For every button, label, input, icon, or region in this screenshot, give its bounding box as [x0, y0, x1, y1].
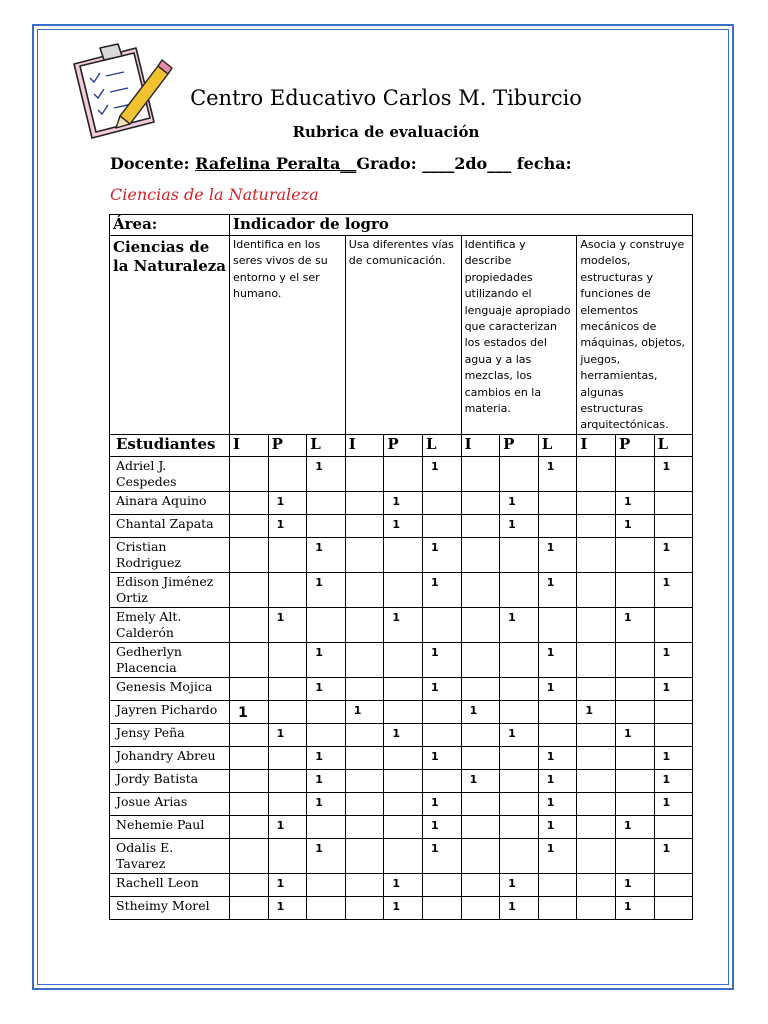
- mark-cell: 1: [538, 792, 577, 815]
- mark-cell: 1: [654, 642, 693, 677]
- indicator-label: Indicador de logro: [230, 215, 693, 236]
- teacher-grade-line: [110, 154, 572, 173]
- mark-cell: [345, 537, 384, 572]
- mark-cell: [500, 677, 539, 700]
- mark-cell: [654, 873, 693, 896]
- mark-cell: [461, 607, 500, 642]
- mark-cell: 1: [654, 572, 693, 607]
- mark-cell: [230, 456, 269, 491]
- mark-cell: [230, 537, 269, 572]
- mark-cell: [654, 607, 693, 642]
- table-row: [110, 792, 693, 815]
- mark-cell: [500, 700, 539, 723]
- mark-cell: 1: [500, 896, 539, 919]
- grade-label: Grado:: [356, 154, 417, 173]
- mark-cell: [384, 456, 423, 491]
- mark-cell: 1: [615, 896, 654, 919]
- mark-cell: [422, 607, 461, 642]
- mark-cell: [230, 491, 269, 514]
- level-header: I: [345, 434, 384, 456]
- mark-cell: [345, 815, 384, 838]
- level-header: P: [384, 434, 423, 456]
- table-row: [110, 815, 693, 838]
- mark-cell: [577, 677, 616, 700]
- mark-cell: [615, 642, 654, 677]
- mark-cell: [654, 723, 693, 746]
- mark-cell: 1: [307, 572, 346, 607]
- mark-cell: [345, 491, 384, 514]
- level-header: L: [654, 434, 693, 456]
- mark-cell: [230, 677, 269, 700]
- mark-cell: 1: [654, 677, 693, 700]
- mark-cell: [538, 873, 577, 896]
- mark-cell: 1: [538, 815, 577, 838]
- mark-cell: [268, 838, 307, 873]
- mark-cell: [384, 838, 423, 873]
- table-row: [110, 700, 693, 723]
- mark-cell: [577, 723, 616, 746]
- mark-cell: [461, 815, 500, 838]
- mark-cell: [461, 572, 500, 607]
- mark-cell: [384, 642, 423, 677]
- mark-cell: [307, 491, 346, 514]
- mark-cell: [384, 537, 423, 572]
- mark-cell: 1: [422, 642, 461, 677]
- mark-cell: [307, 896, 346, 919]
- mark-cell: [654, 896, 693, 919]
- mark-cell: [230, 572, 269, 607]
- mark-cell: [268, 572, 307, 607]
- mark-cell: [461, 746, 500, 769]
- mark-cell: 1: [654, 769, 693, 792]
- mark-cell: 1: [268, 723, 307, 746]
- table-row: [110, 723, 693, 746]
- indicator-2: Usa diferentes vías de comunicación.: [345, 236, 461, 435]
- mark-cell: [268, 677, 307, 700]
- student-name: Nehemie Paul: [110, 815, 230, 838]
- mark-cell: 1: [230, 700, 269, 723]
- mark-cell: [268, 792, 307, 815]
- mark-cell: [615, 838, 654, 873]
- mark-cell: [577, 838, 616, 873]
- student-name: Jayren Pichardo: [110, 700, 230, 723]
- subject-title: Ciencias de la Naturaleza: [110, 185, 319, 204]
- student-name: Cristian Rodriguez: [110, 537, 230, 572]
- mark-cell: 1: [615, 514, 654, 537]
- indicator-row: [110, 236, 693, 435]
- mark-cell: 1: [307, 537, 346, 572]
- mark-cell: [577, 607, 616, 642]
- school-name: Centro Educativo Carlos M. Tiburcio: [190, 86, 582, 110]
- mark-cell: 1: [384, 873, 423, 896]
- indicator-3: Identifica y describe propiedades utilizando el lenguaje apropiado que caracterizan los estados del agua y a las mezclas, los cambios en la materia.: [461, 236, 577, 435]
- mark-cell: [307, 700, 346, 723]
- mark-cell: [654, 700, 693, 723]
- mark-cell: [615, 700, 654, 723]
- mark-cell: [422, 491, 461, 514]
- area-name: Ciencias de la Naturaleza: [110, 236, 230, 435]
- level-header: I: [577, 434, 616, 456]
- mark-cell: [577, 642, 616, 677]
- mark-cell: [461, 491, 500, 514]
- mark-cell: [615, 537, 654, 572]
- mark-cell: [422, 514, 461, 537]
- mark-cell: [615, 456, 654, 491]
- mark-cell: [654, 514, 693, 537]
- mark-cell: 1: [268, 896, 307, 919]
- mark-cell: 1: [422, 456, 461, 491]
- student-name: Rachell Leon: [110, 873, 230, 896]
- mark-cell: 1: [268, 491, 307, 514]
- mark-cell: 1: [268, 873, 307, 896]
- mark-cell: [345, 792, 384, 815]
- date-label: fecha:: [516, 154, 572, 173]
- mark-cell: [461, 873, 500, 896]
- mark-cell: 1: [268, 815, 307, 838]
- mark-cell: [230, 746, 269, 769]
- mark-cell: [268, 537, 307, 572]
- mark-cell: [345, 677, 384, 700]
- mark-cell: [538, 723, 577, 746]
- table-row: [110, 838, 693, 873]
- mark-cell: 1: [500, 607, 539, 642]
- mark-cell: [577, 514, 616, 537]
- mark-cell: [500, 642, 539, 677]
- level-header: L: [307, 434, 346, 456]
- mark-cell: [230, 514, 269, 537]
- table-row: [110, 607, 693, 642]
- mark-cell: [345, 838, 384, 873]
- mark-cell: 1: [538, 838, 577, 873]
- table-row: [110, 642, 693, 677]
- mark-cell: 1: [654, 537, 693, 572]
- student-name: Jordy Batista: [110, 769, 230, 792]
- indicator-4: Asocia y construye modelos, estructuras y funciones de elementos mecánicos de máquinas, objetos, juegos, herramientas, algunas estructuras arquitectónicas.: [577, 236, 693, 435]
- student-name: Gedherlyn Placencia: [110, 642, 230, 677]
- students-label: Estudiantes: [110, 434, 230, 456]
- mark-cell: [345, 723, 384, 746]
- mark-cell: 1: [384, 491, 423, 514]
- mark-cell: [461, 723, 500, 746]
- mark-cell: 1: [268, 514, 307, 537]
- mark-cell: [307, 815, 346, 838]
- grade-value: ____2do___: [422, 154, 512, 173]
- mark-cell: [384, 700, 423, 723]
- level-header: P: [615, 434, 654, 456]
- mark-cell: [577, 815, 616, 838]
- mark-cell: [230, 838, 269, 873]
- level-header: P: [268, 434, 307, 456]
- mark-cell: [615, 572, 654, 607]
- mark-cell: [500, 815, 539, 838]
- mark-cell: [422, 700, 461, 723]
- mark-cell: 1: [654, 456, 693, 491]
- mark-cell: [577, 746, 616, 769]
- document-title: Rubrica de evaluación: [292, 123, 480, 141]
- student-name: Adriel J. Cespedes: [110, 456, 230, 491]
- mark-cell: 1: [307, 642, 346, 677]
- mark-cell: [230, 769, 269, 792]
- mark-cell: [461, 642, 500, 677]
- table-row: [110, 572, 693, 607]
- mark-cell: [230, 607, 269, 642]
- mark-cell: 1: [500, 514, 539, 537]
- table-row: [110, 537, 693, 572]
- mark-cell: 1: [461, 700, 500, 723]
- mark-cell: [345, 769, 384, 792]
- mark-cell: 1: [307, 792, 346, 815]
- mark-cell: [345, 572, 384, 607]
- table-row: [110, 873, 693, 896]
- mark-cell: 1: [500, 723, 539, 746]
- mark-cell: 1: [268, 607, 307, 642]
- mark-cell: [500, 456, 539, 491]
- mark-cell: 1: [615, 723, 654, 746]
- mark-cell: 1: [654, 746, 693, 769]
- teacher-label: Docente:: [110, 154, 190, 173]
- area-label: Área:: [110, 215, 230, 236]
- mark-cell: 1: [538, 537, 577, 572]
- mark-cell: [615, 677, 654, 700]
- mark-cell: 1: [538, 642, 577, 677]
- mark-cell: [654, 815, 693, 838]
- mark-cell: [384, 572, 423, 607]
- mark-cell: 1: [654, 792, 693, 815]
- student-name: Ainara Aquino: [110, 491, 230, 514]
- mark-cell: 1: [422, 572, 461, 607]
- mark-cell: [461, 537, 500, 572]
- mark-cell: 1: [538, 677, 577, 700]
- mark-cell: 1: [422, 537, 461, 572]
- teacher-name-fill: __: [340, 154, 357, 173]
- mark-cell: [538, 896, 577, 919]
- table-row: [110, 514, 693, 537]
- mark-cell: [384, 677, 423, 700]
- mark-cell: 1: [422, 677, 461, 700]
- level-header: L: [422, 434, 461, 456]
- mark-cell: 1: [500, 873, 539, 896]
- mark-cell: 1: [654, 838, 693, 873]
- mark-cell: [461, 514, 500, 537]
- mark-cell: [538, 607, 577, 642]
- mark-cell: [230, 792, 269, 815]
- mark-cell: [615, 746, 654, 769]
- mark-cell: [230, 642, 269, 677]
- mark-cell: 1: [615, 873, 654, 896]
- mark-cell: 1: [307, 769, 346, 792]
- mark-cell: 1: [384, 723, 423, 746]
- mark-cell: [307, 514, 346, 537]
- mark-cell: [384, 815, 423, 838]
- mark-cell: [345, 607, 384, 642]
- mark-cell: [307, 873, 346, 896]
- mark-cell: [384, 746, 423, 769]
- mark-cell: 1: [307, 456, 346, 491]
- mark-cell: [461, 677, 500, 700]
- student-name: Edison Jiménez Ortiz: [110, 572, 230, 607]
- mark-cell: [345, 746, 384, 769]
- mark-cell: [230, 896, 269, 919]
- table-row: [110, 746, 693, 769]
- mark-cell: 1: [461, 769, 500, 792]
- mark-cell: [345, 873, 384, 896]
- level-header: L: [538, 434, 577, 456]
- mark-cell: [500, 838, 539, 873]
- mark-cell: [268, 746, 307, 769]
- mark-cell: [230, 873, 269, 896]
- table-row: [110, 896, 693, 919]
- mark-cell: [500, 769, 539, 792]
- mark-cell: 1: [422, 746, 461, 769]
- mark-cell: 1: [384, 896, 423, 919]
- student-name: Stheimy Morel: [110, 896, 230, 919]
- mark-cell: [538, 491, 577, 514]
- mark-cell: 1: [422, 838, 461, 873]
- mark-cell: [461, 792, 500, 815]
- mark-cell: [654, 491, 693, 514]
- mark-cell: [268, 642, 307, 677]
- table-header-row: [110, 215, 693, 236]
- mark-cell: [268, 456, 307, 491]
- student-name: Chantal Zapata: [110, 514, 230, 537]
- level-header: I: [461, 434, 500, 456]
- mark-cell: [577, 491, 616, 514]
- mark-cell: 1: [307, 677, 346, 700]
- mark-cell: [268, 769, 307, 792]
- student-name: Genesis Mojica: [110, 677, 230, 700]
- mark-cell: 1: [345, 700, 384, 723]
- mark-cell: 1: [422, 792, 461, 815]
- mark-cell: 1: [500, 491, 539, 514]
- mark-cell: [577, 896, 616, 919]
- mark-cell: [615, 769, 654, 792]
- mark-cell: [500, 572, 539, 607]
- mark-cell: [538, 514, 577, 537]
- level-header-row: [110, 434, 693, 456]
- table-row: [110, 769, 693, 792]
- mark-cell: [345, 514, 384, 537]
- mark-cell: 1: [538, 746, 577, 769]
- table-row: [110, 491, 693, 514]
- mark-cell: 1: [615, 491, 654, 514]
- mark-cell: 1: [384, 607, 423, 642]
- student-name: Jensy Peña: [110, 723, 230, 746]
- mark-cell: [500, 537, 539, 572]
- mark-cell: [230, 723, 269, 746]
- mark-cell: [422, 873, 461, 896]
- mark-cell: 1: [615, 607, 654, 642]
- mark-cell: [461, 838, 500, 873]
- mark-cell: [577, 873, 616, 896]
- mark-cell: [345, 456, 384, 491]
- student-name: Odalis E. Tavarez: [110, 838, 230, 873]
- mark-cell: [345, 896, 384, 919]
- mark-cell: [345, 642, 384, 677]
- mark-cell: [384, 769, 423, 792]
- mark-cell: [500, 746, 539, 769]
- mark-cell: [422, 769, 461, 792]
- table-row: [110, 456, 693, 491]
- mark-cell: 1: [384, 514, 423, 537]
- teacher-name-text: Rafelina Peralta: [195, 154, 341, 173]
- mark-cell: 1: [307, 746, 346, 769]
- mark-cell: [461, 896, 500, 919]
- mark-cell: [422, 896, 461, 919]
- student-name: Emely Alt. Calderón: [110, 607, 230, 642]
- mark-cell: [230, 815, 269, 838]
- indicator-1: Identifica en los seres vivos de su entorno y el ser humano.: [230, 236, 346, 435]
- mark-cell: [500, 792, 539, 815]
- mark-cell: 1: [538, 456, 577, 491]
- mark-cell: [461, 456, 500, 491]
- level-header: I: [230, 434, 269, 456]
- mark-cell: [307, 723, 346, 746]
- mark-cell: [268, 700, 307, 723]
- mark-cell: 1: [615, 815, 654, 838]
- rubric-table: [109, 214, 693, 920]
- mark-cell: [307, 607, 346, 642]
- mark-cell: [577, 537, 616, 572]
- teacher-name: [195, 154, 356, 173]
- mark-cell: [577, 572, 616, 607]
- mark-cell: 1: [422, 815, 461, 838]
- mark-cell: [615, 792, 654, 815]
- mark-cell: 1: [538, 769, 577, 792]
- mark-cell: [422, 723, 461, 746]
- mark-cell: 1: [307, 838, 346, 873]
- mark-cell: [577, 456, 616, 491]
- level-header: P: [500, 434, 539, 456]
- mark-cell: 1: [577, 700, 616, 723]
- mark-cell: [577, 769, 616, 792]
- mark-cell: [577, 792, 616, 815]
- student-name: Josue Arias: [110, 792, 230, 815]
- mark-cell: 1: [538, 572, 577, 607]
- student-name: Johandry Abreu: [110, 746, 230, 769]
- table-row: [110, 677, 693, 700]
- mark-cell: [538, 700, 577, 723]
- mark-cell: [384, 792, 423, 815]
